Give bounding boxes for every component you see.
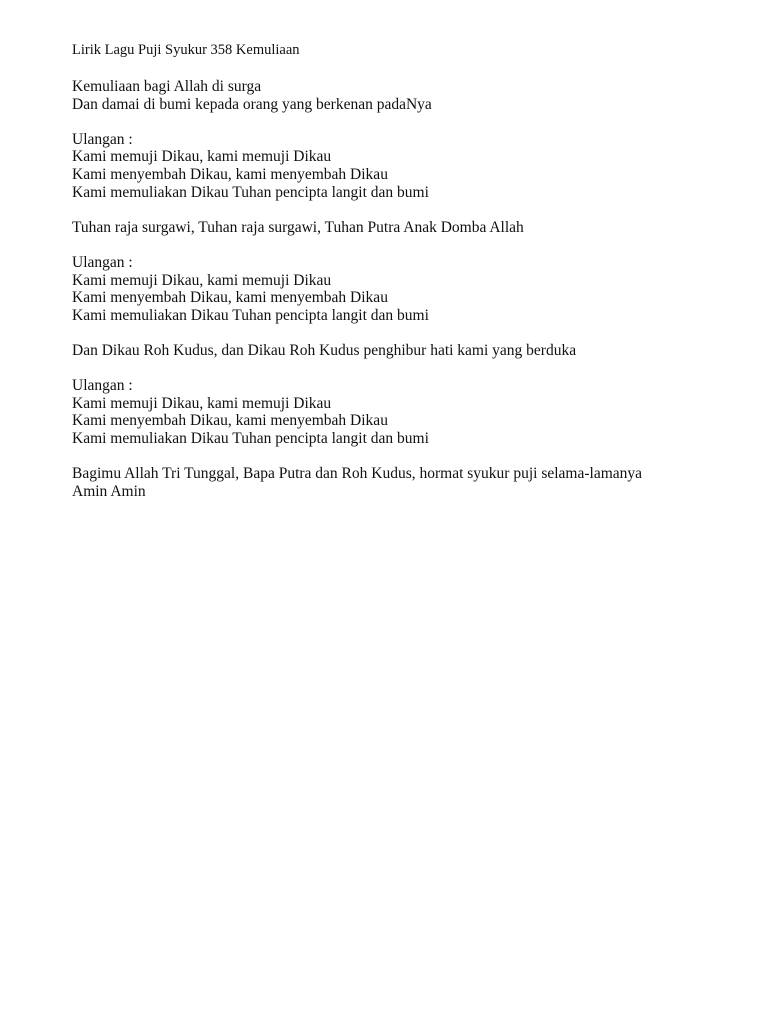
stanza-refrain-3 [72, 377, 712, 447]
stanza-verse-2 [72, 219, 712, 237]
lyric-line: Kami memuliakan Dikau Tuhan pencipta langit dan bumi [72, 306, 429, 324]
lyric-line: Dan Dikau Roh Kudus, dan Dikau Roh Kudus penghibur hati kami yang berduka [72, 341, 577, 359]
lyric-line: Kami memuji Dikau, kami memuji Dikau [72, 148, 332, 166]
lyric-line: Kami memuliakan Dikau Tuhan pencipta langit dan bumi [72, 429, 429, 447]
refrain-label: Ulangan : [72, 253, 133, 271]
lyric-line: Kami menyembah Dikau, kami menyembah Dikau [72, 412, 388, 430]
stanza-refrain-2 [72, 254, 712, 324]
lyric-line: Kemuliaan bagi Allah di surga [72, 78, 262, 95]
lyric-line: Tuhan raja surgawi, Tuhan raja surgawi, Tuhan Putra Anak Domba Allah [72, 218, 524, 236]
lyric-line: Kami menyembah Dikau, kami menyembah Dikau [72, 289, 388, 307]
lyric-line: Amin Amin [72, 482, 146, 500]
lyric-line: Dan damai di bumi kepada orang yang berkenan padaNya [72, 95, 432, 113]
lyric-line: Bagimu Allah Tri Tunggal, Bapa Putra dan Roh Kudus, hormat syukur puji selama-lamanya [72, 465, 643, 483]
stanza-verse-4 [72, 465, 712, 500]
lyric-line: Kami memuji Dikau, kami memuji Dikau [72, 271, 332, 289]
lyric-line: Kami menyembah Dikau, kami menyembah Dikau [72, 165, 388, 183]
document-title: Lirik Lagu Puji Syukur 358 Kemuliaan [72, 42, 300, 58]
lyric-line: Kami memuji Dikau, kami memuji Dikau [72, 394, 332, 412]
refrain-label: Ulangan : [72, 130, 133, 148]
stanza-refrain-1 [72, 131, 712, 201]
refrain-label: Ulangan : [72, 377, 133, 395]
lyrics-body [72, 78, 712, 518]
stanza-verse-3 [72, 342, 712, 360]
lyric-line: Kami memuliakan Dikau Tuhan pencipta langit dan bumi [72, 183, 429, 201]
stanza-verse-1 [72, 78, 712, 113]
